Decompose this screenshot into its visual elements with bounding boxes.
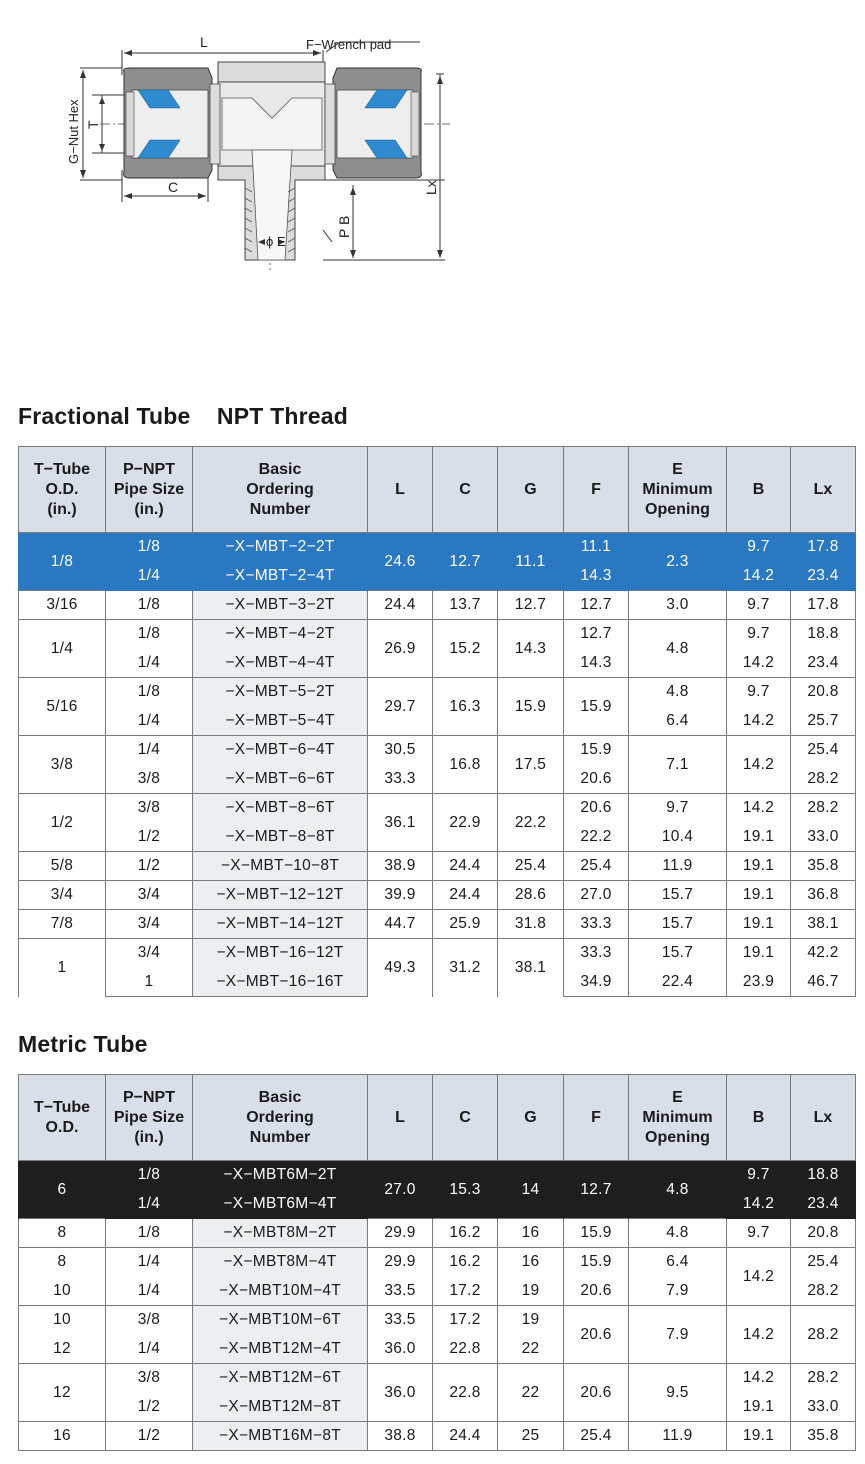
header-L: L [368, 1075, 433, 1161]
table-row: 8 1/8 −X−MBT8M−2T 29.9 16.2 16 15.9 4.8 9.7 20.8 [19, 1219, 856, 1248]
table-row: 1/4 −X−MBT−5−4T 6.4 14.2 25.7 [19, 707, 856, 736]
header-tube-od: T−Tube O.D. (in.) [19, 447, 106, 533]
dim-label-G: G−Nut Hex [66, 99, 81, 164]
header-B: B [727, 447, 791, 533]
table-row: 3/8 1/4 −X−MBT−6−4T 30.5 16.8 17.5 15.9 7.1 14.2 25.4 [19, 736, 856, 765]
header-Lx: Lx [791, 447, 856, 533]
table-row: 1/8 1/8 −X−MBT−2−2T 24.6 12.7 11.1 11.1 2.3 9.7 17.8 [19, 533, 856, 562]
dim-label-L: L [200, 34, 208, 50]
header-F: F [564, 447, 629, 533]
header-C: C [433, 1075, 498, 1161]
dim-label-F: F−Wrench pad [306, 37, 392, 52]
metric-section-title: Metric Tube [18, 1031, 148, 1057]
table-row: 1 3/4 −X−MBT−16−12T 49.3 31.2 38.1 33.3 15.7 19.1 42.2 [19, 939, 856, 968]
header-C: C [433, 447, 498, 533]
table-row: 5/8 1/2 −X−MBT−10−8T 38.9 24.4 25.4 25.4 11.9 19.1 35.8 [19, 852, 856, 881]
dim-label-T: T [85, 120, 101, 129]
table-row: 3/8 −X−MBT−6−6T 33.3 20.6 28.2 [19, 765, 856, 794]
table-row: 7/8 3/4 −X−MBT−14−12T 44.7 25.9 31.8 33.3 15.7 19.1 38.1 [19, 910, 856, 939]
header-tube-od: T−Tube O.D. [19, 1075, 106, 1161]
header-E: E Minimum Opening [629, 447, 727, 533]
table-row: 8 1/4 −X−MBT8M−4T 29.9 16.2 16 15.9 6.4 14.2 25.4 [19, 1248, 856, 1277]
fitting-drawing [40, 20, 470, 280]
table-row: 10 1/4 −X−MBT10M−4T 33.5 17.2 19 20.6 7.9 28.2 [19, 1277, 856, 1306]
dim-label-E: ϕ E [266, 234, 286, 249]
fractional-section-title: Fractional Tube NPT Thread [18, 403, 348, 429]
table-row: 5/16 1/8 −X−MBT−5−2T 29.7 16.3 15.9 15.9 4.8 9.7 20.8 [19, 678, 856, 707]
header-ordering-number: Basic Ordering Number [193, 1075, 368, 1161]
header-G: G [498, 447, 564, 533]
table-row: 1/2 −X−MBT12M−8T 19.1 33.0 [19, 1393, 856, 1422]
table-row: 1/2 3/8 −X−MBT−8−6T 36.1 22.9 22.2 20.6 9.7 14.2 28.2 [19, 794, 856, 823]
dim-label-C: C [168, 179, 179, 195]
header-L: L [368, 447, 433, 533]
table-row: 3/4 3/4 −X−MBT−12−12T 39.9 24.4 28.6 27.0 15.7 19.1 36.8 [19, 881, 856, 910]
table-row: 3/16 1/8 −X−MBT−3−2T 24.4 13.7 12.7 12.7 3.0 9.7 17.8 [19, 591, 856, 620]
header-Lx: Lx [791, 1075, 856, 1161]
table-row: 12 3/8 −X−MBT12M−6T 36.0 22.8 22 20.6 9.5 14.2 28.2 [19, 1364, 856, 1393]
table-row: 1/2 −X−MBT−8−8T 22.2 10.4 19.1 33.0 [19, 823, 856, 852]
table-row: 12 1/4 −X−MBT12M−4T 36.0 22.8 22 [19, 1335, 856, 1364]
header-pipe-size: P−NPT Pipe Size (in.) [106, 447, 193, 533]
table-row: 16 1/2 −X−MBT16M−8T 38.8 24.4 25 25.4 11.9 19.1 35.8 [19, 1422, 856, 1451]
header-B: B [727, 1075, 791, 1161]
dim-label-Lx: Lx [423, 180, 439, 195]
header-G: G [498, 1075, 564, 1161]
header-ordering-number: Basic Ordering Number [193, 447, 368, 533]
table-row: 1/4 1/8 −X−MBT−4−2T 26.9 15.2 14.3 12.7 4.8 9.7 18.8 [19, 620, 856, 649]
table-row: 1/4 −X−MBT−2−4T 14.3 14.2 23.4 [19, 562, 856, 591]
fractional-table [18, 446, 856, 997]
metric-table [18, 1074, 856, 1451]
header-pipe-size: P−NPT Pipe Size (in.) [106, 1075, 193, 1161]
header-F: F [564, 1075, 629, 1161]
header-E: E Minimum Opening [629, 1075, 727, 1161]
table-row: 1/4 −X−MBT−4−4T 14.3 14.2 23.4 [19, 649, 856, 678]
table-row: 6 1/8 −X−MBT6M−2T 27.0 15.3 14 12.7 4.8 9.7 18.8 [19, 1161, 856, 1190]
table-row: 1/4 −X−MBT6M−4T 14.2 23.4 [19, 1190, 856, 1219]
table-row: 10 3/8 −X−MBT10M−6T 33.5 17.2 19 20.6 7.9 14.2 28.2 [19, 1306, 856, 1335]
dim-label-PB: P B [336, 215, 352, 238]
table-row: 1 −X−MBT−16−16T 34.9 22.4 23.9 46.7 [19, 968, 856, 997]
